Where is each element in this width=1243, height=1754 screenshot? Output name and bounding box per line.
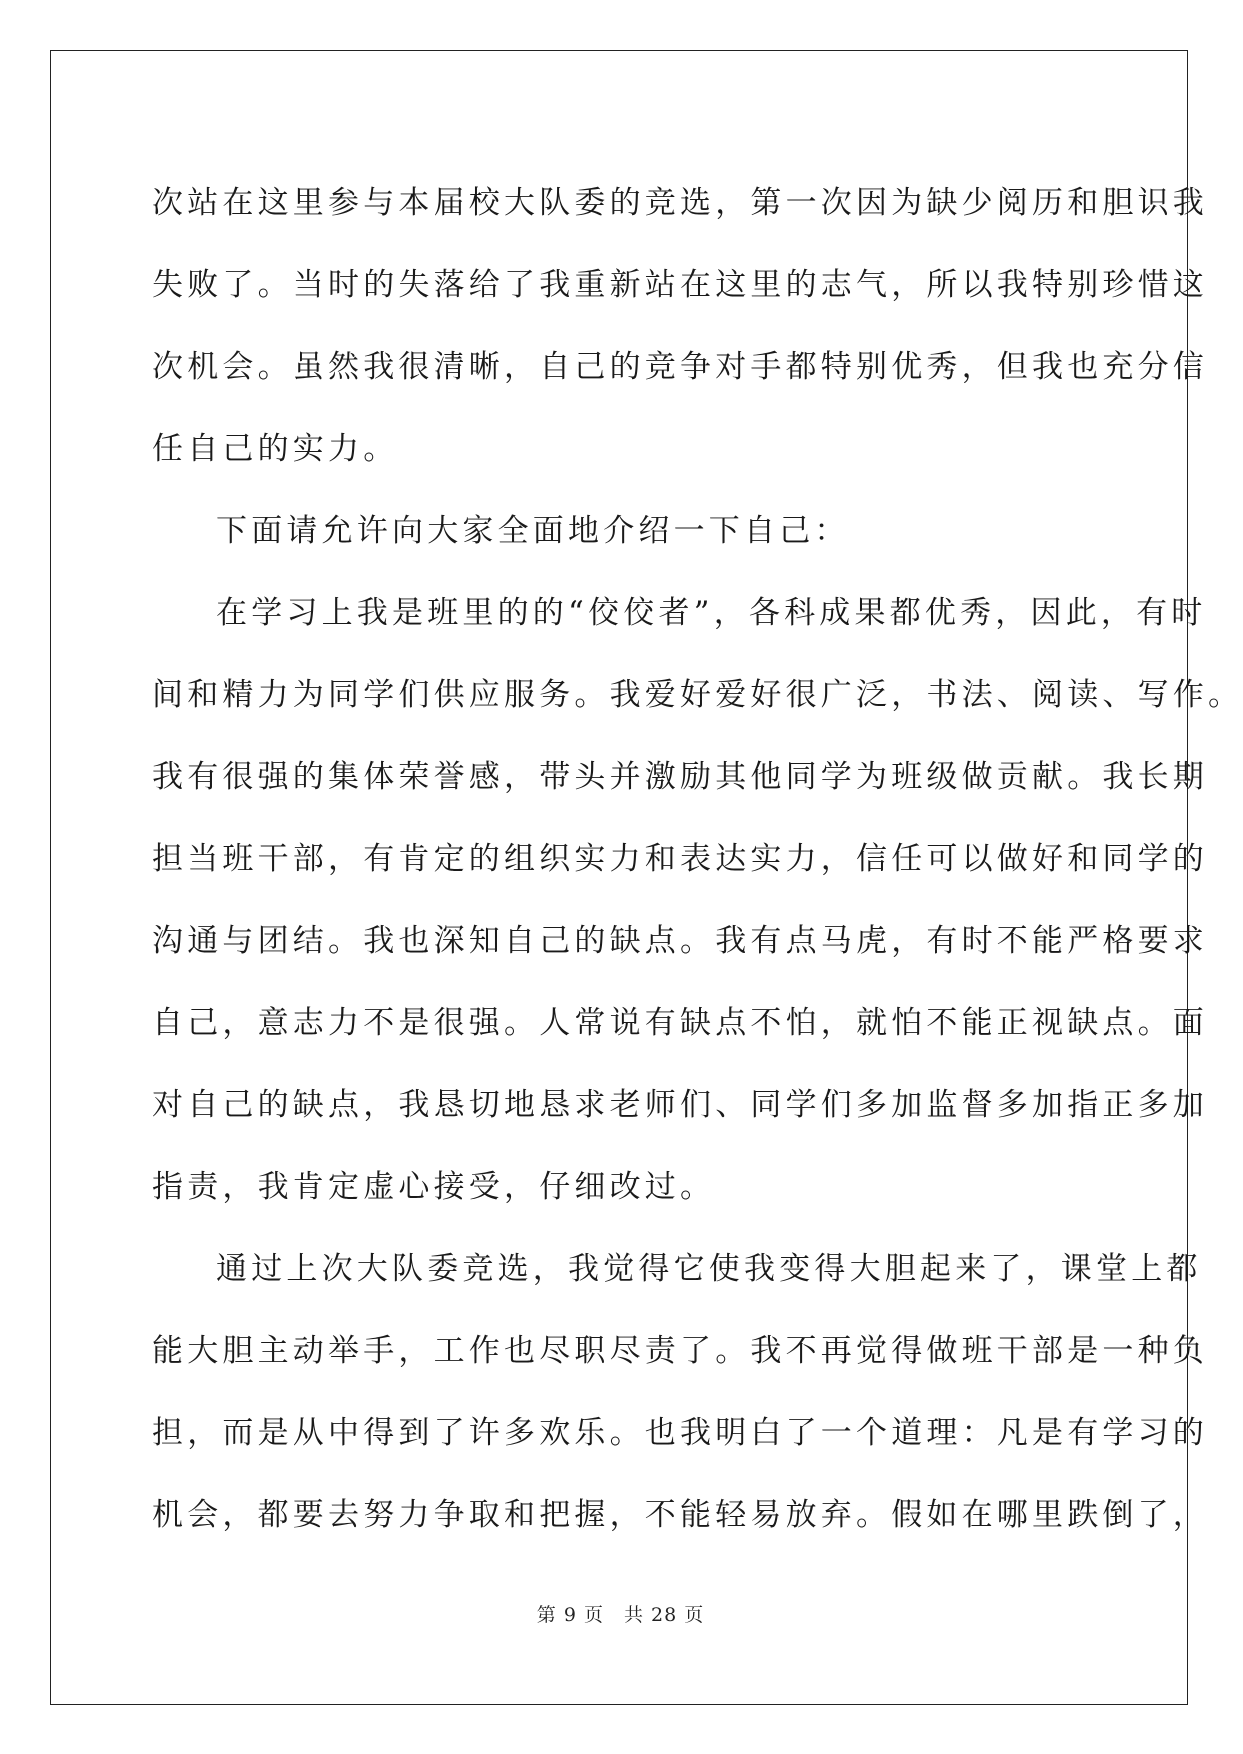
text-line: 担，而是从中得到了许多欢乐。也我明白了一个道理：凡是有学习的 xyxy=(152,1415,1208,1451)
text-line: 我有很强的集体荣誉感，带头并激励其他同学为班级做贡献。我长期 xyxy=(152,759,1208,795)
text-line: 自己，意志力不是很强。人常说有缺点不怕，就怕不能正视缺点。面 xyxy=(152,1005,1208,1041)
text-line: 指责，我肯定虚心接受，仔细改过。 xyxy=(152,1169,716,1205)
text-line: 下面请允许向大家全面地介绍一下自己： xyxy=(216,513,850,549)
text-line: 失败了。当时的失落给了我重新站在这里的志气，所以我特别珍惜这 xyxy=(152,267,1208,303)
text-line: 间和精力为同学们供应服务。我爱好爱好很广泛，书法、阅读、写作。 xyxy=(152,677,1243,713)
text-line: 次站在这里参与本届校大队委的竞选，第一次因为缺少阅历和胆识我 xyxy=(152,185,1208,221)
document-body xyxy=(152,162,1243,1556)
text-line: 通过上次大队委竞选，我觉得它使我变得大胆起来了，课堂上都 xyxy=(216,1251,1202,1287)
page-number-footer: 第 9 页 共 28 页 xyxy=(536,1604,705,1626)
text-line: 担当班干部，有肯定的组织实力和表达实力，信任可以做好和同学的 xyxy=(152,841,1208,877)
text-line: 机会，都要去努力争取和把握，不能轻易放弃。假如在哪里跌倒了， xyxy=(152,1497,1208,1533)
text-line: 次机会。虽然我很清晰，自己的竞争对手都特别优秀，但我也充分信 xyxy=(152,349,1208,385)
text-line: 对自己的缺点，我恳切地恳求老师们、同学们多加监督多加指正多加 xyxy=(152,1087,1208,1123)
text-line: 能大胆主动举手，工作也尽职尽责了。我不再觉得做班干部是一种负 xyxy=(152,1333,1208,1369)
text-line: 任自己的实力。 xyxy=(152,431,399,467)
text-line: 沟通与团结。我也深知自己的缺点。我有点马虎，有时不能严格要求 xyxy=(152,923,1208,959)
text-line: 在学习上我是班里的的“佼佼者”，各科成果都优秀，因此，有时 xyxy=(216,595,1207,631)
